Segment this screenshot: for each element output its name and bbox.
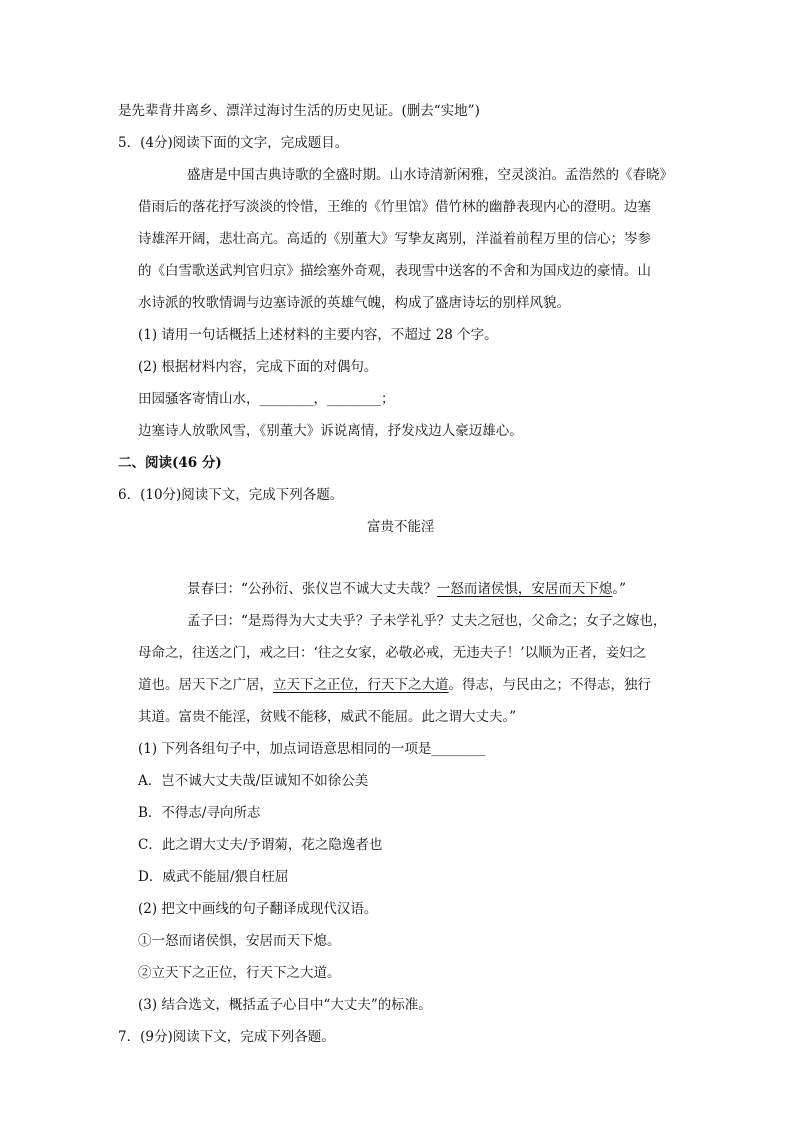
passage-line: 水诗派的牧歌情调与边塞诗派的英雄气魄，构成了盛唐诗坛的别样风貌。 <box>138 295 570 311</box>
passage-line: 其道。富贵不能淫，贫贱不能移，威武不能屈。此之谓大丈夫。” <box>138 709 517 725</box>
passage-line: 孟子曰：“是焉得为大丈夫乎？子未学礼乎？丈夫之冠也，父命之；女子之嫁也， <box>187 613 667 629</box>
passage-line: 借雨后的落花抒写淡淡的怜惜，王维的《竹里馆》借竹林的幽静表现内心的澄明。边塞 <box>138 199 651 215</box>
translation-item-2: ②立天下之正位，行天下之大道。 <box>138 965 341 981</box>
text-line: 是先辈背井离乡、漂洋过海讨生活的历史见证。(删去“实地”) <box>118 103 480 119</box>
underlined-sentence-2: 立天下之正位，行天下之大道 <box>273 677 449 693</box>
passage-line: 盛唐是中国古典诗歌的全盛时期。山水诗清新闲雅，空灵淡泊。孟浩然的《春晓》 <box>187 167 673 183</box>
question-6-heading: 6．(10分)阅读下文，完成下列各题。 <box>118 487 344 503</box>
option-d: D．威武不能屈/猥自枉屈 <box>138 869 289 885</box>
passage-line: 的《白雪歌送武判官归京》描绘塞外奇观，表现雪中送客的不舍和为国戍边的豪情。山 <box>138 263 651 279</box>
couplet-line: 边塞诗人放歌风雪，《别董大》诉说离情，抒发戍边人豪迈雄心。 <box>138 423 523 439</box>
sub-question: (1) 下列各组句子中，加点词语意思相同的一项是________ <box>138 741 486 757</box>
underlined-sentence-1: 一怒而诸侯惧，安居而天下熄 <box>436 581 613 597</box>
passage-line <box>187 580 626 598</box>
option-a: A．岂不诚大丈夫哉/臣诚知不如徐公美 <box>138 773 369 789</box>
option-c: C．此之谓大丈夫/予谓菊，花之隐逸者也 <box>138 837 383 853</box>
sub-question: (2) 把文中画线的句子翻译成现代汉语。 <box>138 901 378 917</box>
option-b: B．不得志/寻向所志 <box>138 805 261 821</box>
text-span: 。” <box>612 581 627 597</box>
translation-item-1: ①一怒而诸侯惧，安居而天下熄。 <box>138 933 341 949</box>
passage-title: 富贵不能淫 <box>367 519 435 535</box>
sub-question: (2) 根据材料内容，完成下面的对偶句。 <box>138 359 378 375</box>
passage-line <box>138 676 651 694</box>
question-7-heading: 7．(9分)阅读下文，完成下列各题。 <box>118 1029 335 1045</box>
question-5-heading: 5．(4分)阅读下面的文字，完成题目。 <box>118 135 349 151</box>
sub-question: (1) 请用一句话概括上述材料的主要内容，不超过 28 个字。 <box>138 327 498 343</box>
text-span: 。得志，与民由之；不得志，独行 <box>448 677 651 693</box>
text-span: 道也。居天下之广居， <box>138 677 273 693</box>
section-heading: 二、阅读(46 分) <box>118 455 222 471</box>
couplet-line: 田园骚客寄情山水，________，________； <box>138 391 395 407</box>
sub-question: (3) 结合选文，概括孟子心目中“大丈夫”的标准。 <box>138 997 432 1013</box>
passage-line: 诗雄浑开阔，悲壮高亢。高适的《别董大》写挚友离别，洋溢着前程万里的信心；岑参 <box>138 231 651 247</box>
text-span: 景春曰：“公孙衍、张仪岂不诚大丈夫哉？ <box>187 581 437 597</box>
passage-line: 母命之，往送之门，戒之曰：‘往之女家，必敬必戒，无违夫子！’以顺为正者，妾妇之 <box>138 645 647 661</box>
